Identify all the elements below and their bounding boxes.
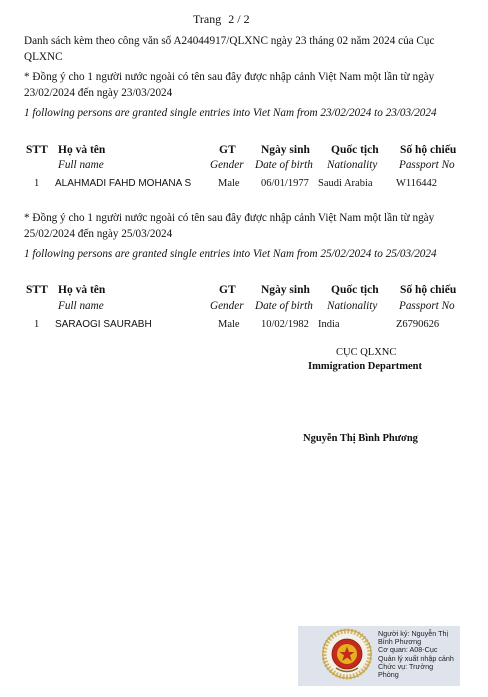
official-seal-icon [322,628,372,680]
header-gender-vi: GT [219,284,236,296]
header-passport-vi: Số hộ chiếu [400,144,457,156]
row-nationality: Saudi Arabia [318,178,373,189]
header-gender-vi: GT [219,144,236,156]
intro-text: Danh sách kèm theo công văn số A24044917/QLXNC ngày 23 tháng 02 năm 2024 của Cục QLXNC [24,35,435,63]
header-nationality-en: Nationality [327,300,378,312]
row-stt: 1 [34,319,40,330]
row-gender: Male [218,319,240,330]
row-dob: 06/01/1977 [261,178,309,189]
header-passport-vi: Số hộ chiếu [400,284,457,296]
row-nationality: India [318,319,340,330]
signature-detail-line: Phòng [378,670,399,680]
header-nationality-en: Nationality [327,159,378,171]
section-2-consent-vi: * Đồng ý cho 1 người nước ngoài có tên sau đây được nhập cảnh Việt Nam một lần từ ngày 25/02/2024 đến ngày 25/03/2024 [24,212,435,240]
row-name: SARAOGI SAURABH [55,319,152,330]
section-2-consent-en: 1 following persons are granted single entries into Viet Nam from 25/02/2024 to 25/03/2024 [24,248,437,260]
header-name-en: Full name [58,300,104,312]
header-passport-en: Passport No [399,159,455,171]
signer-name: Nguyễn Thị Bình Phương [303,433,418,444]
header-stt: STT [26,144,48,156]
row-passport: Z6790626 [396,319,440,330]
signature-detail-line: Cơ quan: A08-Cục [378,645,438,655]
page-number [193,12,250,27]
page-label: Trang [193,12,222,26]
header-dob-en: Date of birth [255,300,313,312]
header-name-en: Full name [58,159,104,171]
header-nationality-vi: Quốc tịch [331,144,379,156]
row-dob: 10/02/1982 [261,319,309,330]
header-name-vi: Họ và tên [58,144,106,156]
signature-org-vi: CỤC QLXNC [336,347,397,358]
row-stt: 1 [34,178,40,189]
page-value: 2 / 2 [228,12,250,26]
signature-detail-line: Bình Phương [378,637,422,647]
header-nationality-vi: Quốc tịch [331,284,379,296]
row-name: ALAHMADI FAHD MOHANA S [55,178,192,189]
signature-org-en: Immigration Department [308,361,423,372]
signature-detail-line: Quản lý xuất nhập cảnh [378,653,454,663]
signature-details [378,630,460,679]
signature-detail-line: Chức vụ: Trưởng [378,661,434,671]
header-name-vi: Họ và tên [58,284,106,296]
header-dob-vi: Ngày sinh [261,144,310,156]
header-stt: STT [26,284,48,296]
row-passport: W116442 [396,178,438,189]
header-gender-en: Gender [210,300,244,312]
section-1-consent-en: 1 following persons are granted single entries into Viet Nam from 23/02/2024 to 23/03/2024 [24,107,437,119]
header-passport-en: Passport No [399,300,455,312]
signature-detail-line: Người ký: Nguyễn Thị [378,629,449,638]
section-1-consent-vi: * Đồng ý cho 1 người nước ngoài có tên sau đây được nhập cảnh Việt Nam một lần từ ngày 23/02/2024 đến ngày 23/03/2024 [24,71,435,99]
header-dob-en: Date of birth [255,159,313,171]
header-gender-en: Gender [210,159,244,171]
header-dob-vi: Ngày sinh [261,284,310,296]
row-gender: Male [218,178,240,189]
